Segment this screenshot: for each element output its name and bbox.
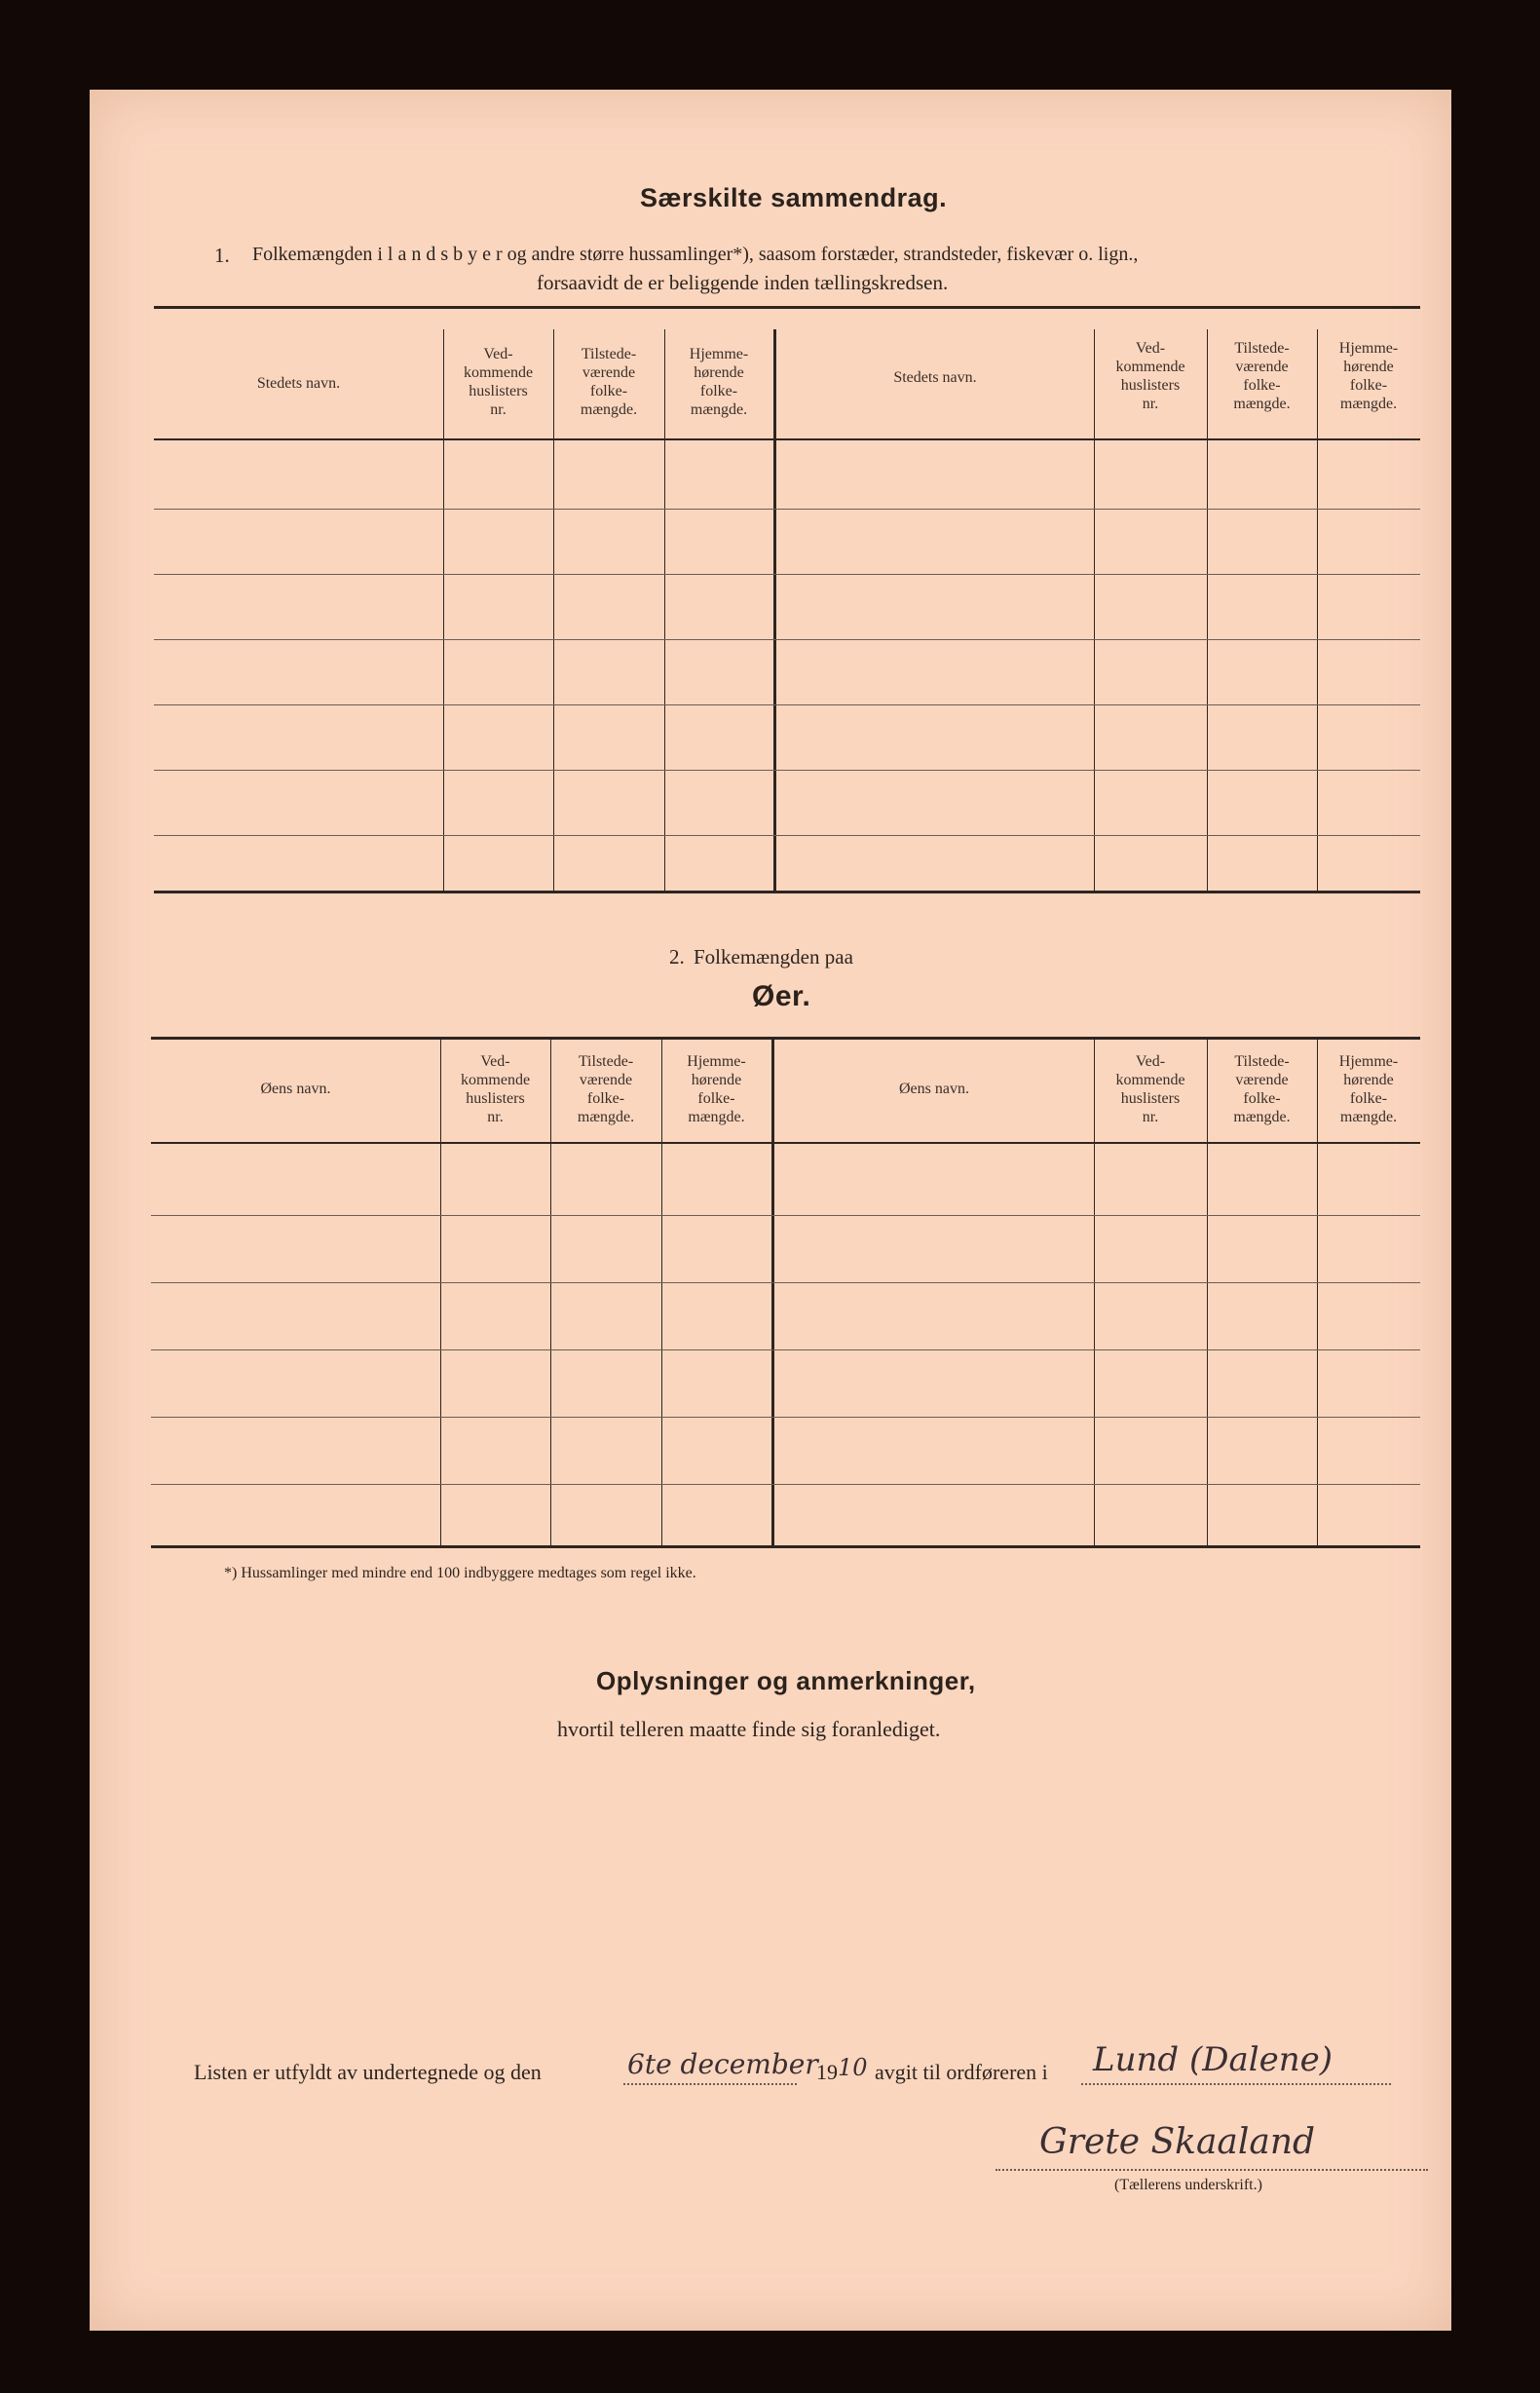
date-handwritten: 6te december bbox=[627, 2048, 818, 2080]
col-tilstedevaerende-1: Tilstede- værende folke- mængde. bbox=[580, 346, 638, 418]
section1-text-line2: forsaavidt de er beliggende inden tællingskredsen. bbox=[537, 271, 949, 294]
col-oens-navn-2: Øens navn. bbox=[899, 1081, 969, 1097]
remarks-title: Oplysninger og anmerkninger, bbox=[596, 1666, 976, 1695]
col-huslisters-nr-2: Ved- kommende huslisters nr. bbox=[1115, 340, 1185, 412]
col-stedets-navn-2: Stedets navn. bbox=[893, 369, 977, 386]
closing-text-2: avgit til ordføreren i bbox=[875, 2060, 1048, 2084]
remarks-subtitle: hvortil telleren maatte finde sig foranlediget. bbox=[557, 1717, 941, 1741]
closing-text-1: Listen er utfyldt av undertegnede og den bbox=[194, 2060, 542, 2084]
col-hjemmehorende-2: Hjemme- hørende folke- mængde. bbox=[1338, 340, 1399, 412]
place-handwritten: Lund (Dalene) bbox=[1093, 2040, 1333, 2079]
year-prefix: 19 bbox=[816, 2060, 838, 2084]
footnote: *) Hussamlinger med mindre end 100 indbyggere medtages som regel ikke. bbox=[224, 1565, 696, 1581]
col-oens-navn-1: Øens navn. bbox=[260, 1081, 331, 1097]
section2-number: 2. bbox=[669, 945, 685, 969]
col-huslisters-nr-4: Ved- kommende huslisters nr. bbox=[1115, 1053, 1185, 1125]
section1-number: 1. bbox=[214, 244, 230, 267]
col-stedets-navn-1: Stedets navn. bbox=[256, 375, 341, 392]
census-form-page bbox=[90, 90, 1451, 2331]
col-hjemmehorende-1: Hjemme- hørende folke- mængde. bbox=[689, 346, 749, 418]
col-hjemmehorende-3: Hjemme- hørende folke- mængde. bbox=[687, 1053, 746, 1125]
signature-caption: (Tællerens underskrift.) bbox=[1114, 2177, 1262, 2193]
section1-text-line1: Folkemængden i l a n d s b y e r og andre større hussamlinger*), saasom forstæder, strandsteder, fiskevær o. lign., bbox=[252, 244, 1139, 265]
section2-text: Folkemængden paa bbox=[694, 945, 853, 969]
section2-title: Øer. bbox=[752, 980, 811, 1012]
col-huslisters-nr-1: Ved- kommende huslisters nr. bbox=[463, 346, 534, 418]
col-tilstedevaerende-3: Tilstede- værende folke- mængde. bbox=[577, 1053, 635, 1125]
col-tilstedevaerende-4: Tilstede- værende folke- mængde. bbox=[1233, 1053, 1291, 1125]
signature-handwritten: Grete Skaaland bbox=[1039, 2122, 1316, 2162]
col-huslisters-nr-3: Ved- kommende huslisters nr. bbox=[460, 1053, 531, 1125]
col-hjemmehorende-4: Hjemme- hørende folke- mængde. bbox=[1338, 1053, 1399, 1125]
page-heading: Særskilte sammendrag. bbox=[640, 183, 948, 212]
col-tilstedevaerende-2: Tilstede- værende folke- mængde. bbox=[1233, 340, 1291, 412]
year-handwritten: 10 bbox=[838, 2054, 868, 2081]
